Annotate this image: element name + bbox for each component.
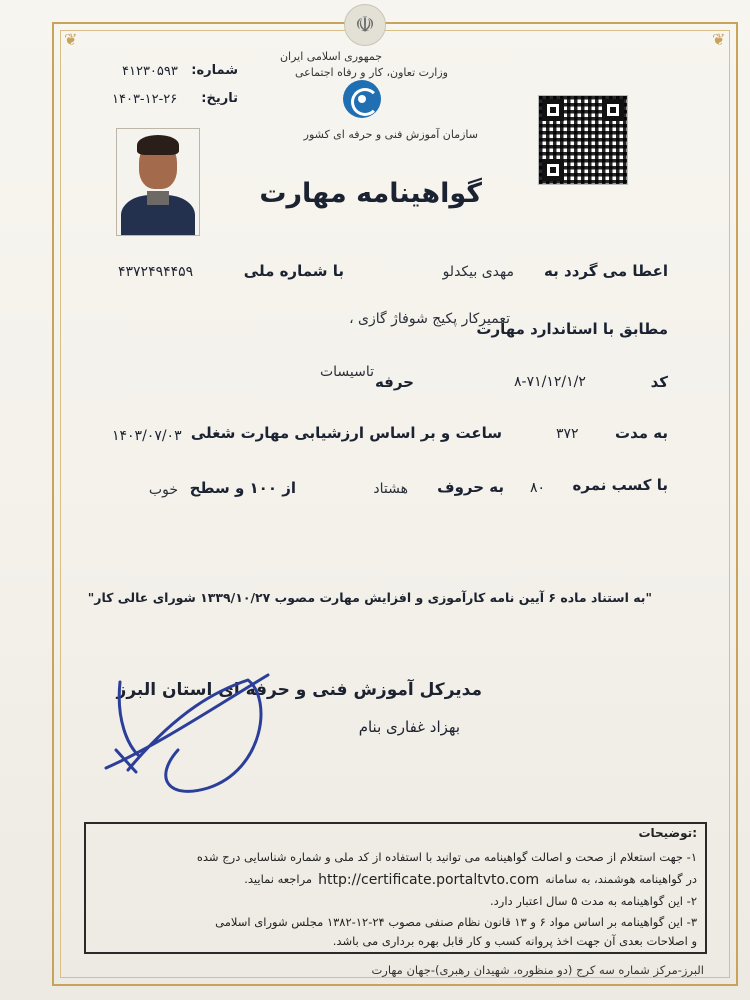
score-label: با کسب نمره xyxy=(572,476,668,494)
qr-finder-icon xyxy=(542,99,564,121)
national-id-label: با شماره ملی xyxy=(243,262,344,280)
iran-emblem-icon: ☫ xyxy=(344,4,386,46)
ministry-text: وزارت تعاون، کار و رفاه اجتماعی xyxy=(294,66,448,79)
signatory-position: مدیرکل آموزش فنی و حرفه ای استان البرز xyxy=(116,680,482,700)
notes-line-1: ۱- جهت استعلام از صحت و اصالت گواهینامه می توانید با استفاده از کد ملی و شماره شناسایی درج شده xyxy=(196,850,697,864)
signatory-name: بهزاد غفاری بنام xyxy=(358,718,460,736)
level-value: خوب xyxy=(148,482,178,498)
date-value: ۱۴۰۳-۱۲-۲۶ xyxy=(112,92,178,107)
republic-text: جمهوری اسلامی ایران xyxy=(279,50,382,63)
code-value: ۸-۷۱/۱۲/۱/۲ xyxy=(514,374,586,390)
assessment-date: ۱۴۰۳/۰۷/۰۳ xyxy=(112,428,182,444)
qr-finder-icon xyxy=(602,99,624,121)
national-id-value: ۴۳۷۲۴۹۴۴۵۹ xyxy=(118,264,194,280)
standard-label: مطابق با استاندارد مهارت xyxy=(476,320,668,338)
score-value: ۸۰ xyxy=(530,480,546,496)
qr-code-icon xyxy=(538,95,628,185)
notes-line-2a: در گواهینامه هوشمند، به سامانه xyxy=(545,872,697,886)
notes-line-3: ۲- این گواهینامه به مدت ۵ سال اعتبار دارد. xyxy=(490,894,697,908)
trade-label: حرفه xyxy=(374,373,414,391)
duration-label: به مدت xyxy=(615,424,668,442)
in-words-label: به حروف xyxy=(437,478,504,496)
notes-box xyxy=(84,822,707,954)
scale-label: از ۱۰۰ و سطح xyxy=(189,479,296,497)
duration-value: ۳۷۲ xyxy=(556,426,579,442)
notes-line-2b: مراجعه نمایید. xyxy=(244,872,313,886)
certificate-portal-link[interactable]: http://certificate.portaltvto.com xyxy=(318,872,540,888)
hours-assessment-label: ساعت و بر اساس ارزشیابی مهارت شغلی xyxy=(190,424,502,442)
holder-name: مهدی بیکدلو xyxy=(442,264,514,280)
footer-center: البرز-مرکز شماره سه کرج (دو منظوره، شهیدان رهبری)-جهان مهارت xyxy=(371,963,704,977)
holder-photo xyxy=(116,128,200,236)
notes-line-4: ۳- این گواهینامه بر اساس مواد ۶ و ۱۳ قانون نظام صنفی مصوب ۲۴-۱۲-۱۳۸۲ مجلس شورای اسلامی xyxy=(215,915,697,929)
code-label: کد xyxy=(650,373,668,391)
number-value: ۴۱۲۳۰۵۹۳ xyxy=(122,64,178,79)
issued-to-label: اعطا می گردد به xyxy=(544,262,668,280)
certificate-title: گواهینامه مهارت xyxy=(259,178,482,209)
standard-value: تعمیرکار پکیج شوفاژ گازی ، xyxy=(349,311,510,327)
trade-value: تاسیسات xyxy=(319,364,374,380)
score-words: هشتاد xyxy=(373,481,408,497)
notes-heading: توضیحات: xyxy=(638,826,697,840)
qr-finder-icon xyxy=(542,159,564,181)
corner-ornament-icon: ❦ xyxy=(712,30,726,49)
notes-line-2 xyxy=(94,872,697,888)
signature-icon xyxy=(98,650,278,800)
notes-line-5: و اصلاحات بعدی آن جهت اخذ پروانه کسب و کار قابل بهره برداری می باشد. xyxy=(332,934,697,948)
organization-text: سازمان آموزش فنی و حرفه ای کشور xyxy=(303,128,478,141)
tvto-logo-icon xyxy=(343,80,381,118)
number-label: شماره: xyxy=(191,63,238,78)
corner-ornament-icon: ❦ xyxy=(64,30,78,49)
legal-basis: "به استناد ماده ۶ آیین نامه کارآموزی و افزایش مهارت مصوب ۱۳۳۹/۱۰/۲۷ شورای عالی کار" xyxy=(87,590,652,605)
date-label: تاریخ: xyxy=(201,91,238,106)
